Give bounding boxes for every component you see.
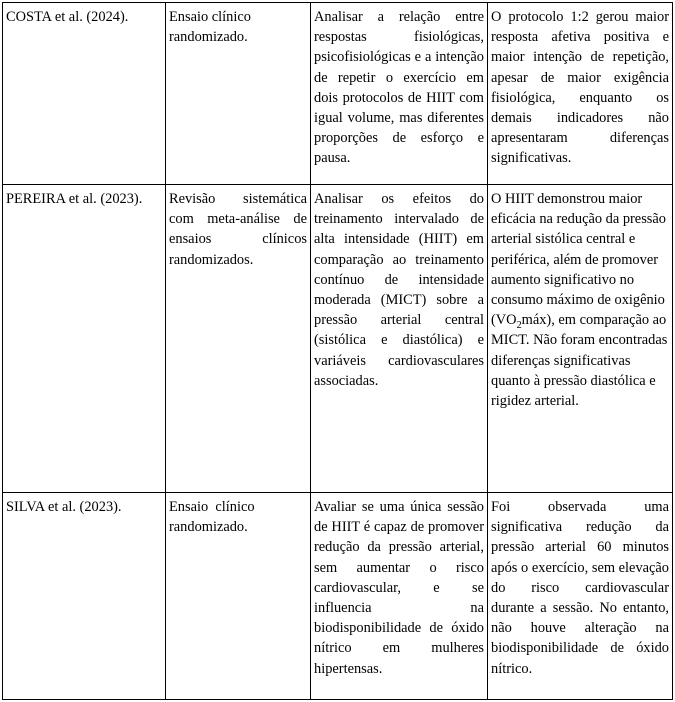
table-row	[3, 3, 673, 185]
objective-cell: Analisar os efeitos do treinamento intervalado de alta intensidade (HIIT) em comparação ao treinamento contínuo de intensidade moderada (MICT) sobre a pressão arterial central (sistólica e diastólica) e variáveis cardiovasculares associadas.	[311, 185, 488, 493]
table-row	[3, 185, 673, 493]
objective-cell: Analisar a relação entre respostas fisiológicas, psicofisiológicas e a intenção de repetir o exercício em dois protocolos de HIIT com igual volume, mas diferentes proporções de esforço e pausa.	[311, 3, 488, 185]
author-cell: PEREIRA et al. (2023).	[3, 185, 166, 493]
author-cell: COSTA et al. (2024).	[3, 3, 166, 185]
study-design-cell: Ensaio clínico randomizado.	[166, 3, 311, 185]
results-cell	[488, 185, 673, 493]
results-subscript: 2	[516, 320, 522, 332]
objective-cell: Avaliar se uma única sessão de HIIT é capaz de promover redução da pressão arterial, sem aumentar o risco cardiovascular, e se influencia na biodisponibilidade de óxido nítrico em mulheres hipertensas.	[311, 493, 488, 700]
results-cell: Foi observada uma significativa redução da pressão arterial 60 minutos após o exercício, sem elevação do risco cardiovascular durante a sessão. No entanto, não houve alteração na biodisponibilidade de óxido nítrico.	[488, 493, 673, 700]
table-row	[3, 493, 673, 700]
results-text-start: O HIIT demonstrou maior eficácia na redução da pressão arterial sistólica central e periférica, além de promover aumento significativo no consumo máximo de oxigênio (VO	[491, 191, 666, 329]
author-cell: SILVA et al. (2023).	[3, 493, 166, 700]
studies-table	[2, 2, 673, 700]
study-design-cell: Ensaio clínico randomizado.	[166, 493, 311, 700]
results-cell: O protocolo 1:2 gerou maior resposta afetiva positiva e maior intenção de repetição, apesar de maior exigência fisiológica, enquanto os demais indicadores não apresentaram diferenças significativas.	[488, 3, 673, 185]
results-text-end: máx), em comparação ao MICT. Não foram encontradas diferenças significativas quanto à pressão diastólica e rigidez arterial.	[491, 312, 668, 410]
study-design-cell: Revisão sistemática com meta-análise de ensaios clínicos randomizados.	[166, 185, 311, 493]
